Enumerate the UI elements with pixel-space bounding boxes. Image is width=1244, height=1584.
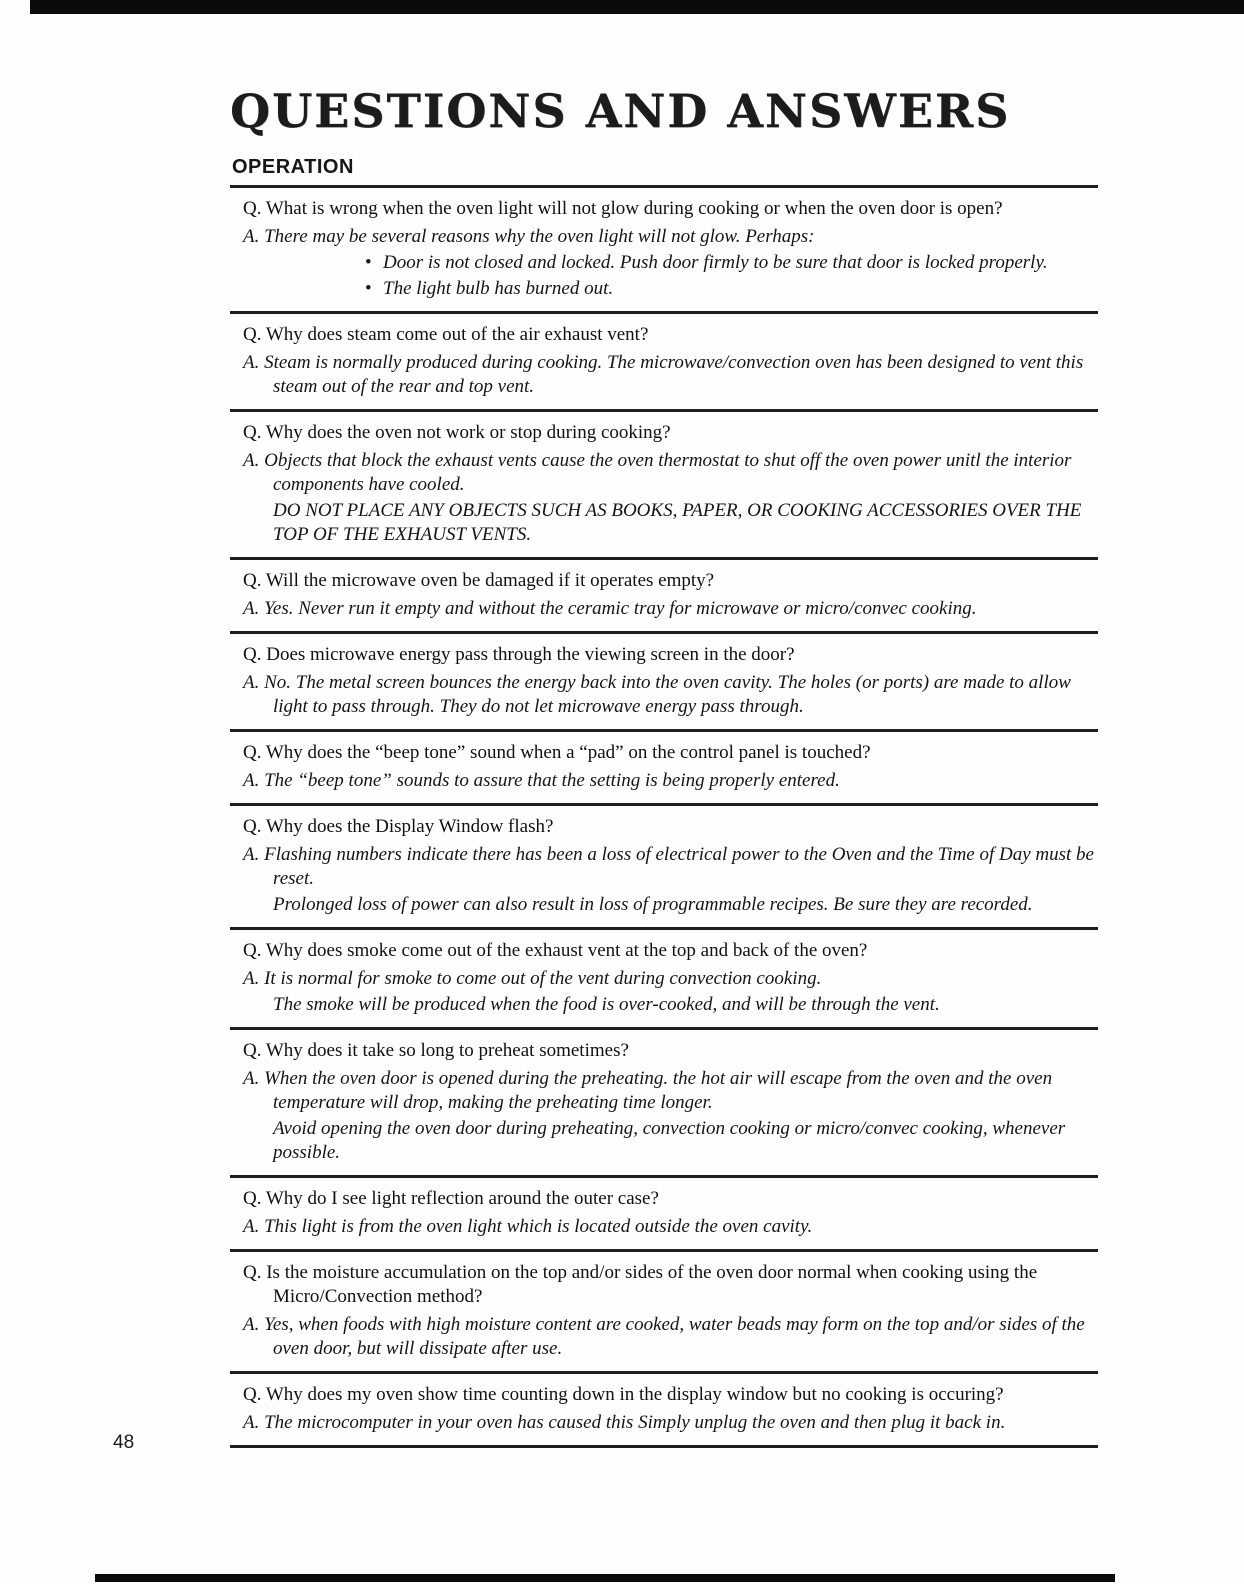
page-title: QUESTIONS AND ANSWERS (230, 84, 1011, 138)
answer-paragraph: The smoke will be produced when the food is over-cooked, and will be through the vent. (273, 994, 940, 1015)
qa-block (230, 188, 1098, 314)
question-text: Q. What is wrong when the oven light will not glow during cooking or when the oven door is open? (243, 198, 1003, 219)
qa-list (230, 185, 1098, 1448)
answer-paragraph: Avoid opening the oven door during preheating, convection cooking or micro/convec cooking, whenever possible. (273, 1118, 1066, 1163)
answer-lead: A. Flashing numbers indicate there has been a loss of electrical power to the Oven and the Time of Day must be reset. (243, 844, 1094, 889)
qa-block (230, 1252, 1098, 1374)
answer-lead: A. This light is from the oven light which is located outside the oven cavity. (243, 1216, 813, 1237)
section-heading: OPERATION (232, 156, 354, 178)
question-text: Q. Does microwave energy pass through the viewing screen in the door? (243, 644, 795, 665)
scan-edge-bottom-bar (95, 1574, 1115, 1582)
question-text: Q. Why does it take so long to preheat sometimes? (243, 1040, 629, 1061)
question-text: Q. Is the moisture accumulation on the top and/or sides of the oven door normal when cooking using the Micro/Convection method? (243, 1262, 1038, 1307)
qa-block (230, 634, 1098, 732)
qa-block (230, 930, 1098, 1030)
qa-block (230, 314, 1098, 412)
page-content (230, 84, 1098, 1448)
question-text: Q. Why does the “beep tone” sound when a “pad” on the control panel is touched? (243, 742, 871, 763)
question-text: Q. Will the microwave oven be damaged if it operates empty? (243, 570, 715, 591)
qa-block (230, 806, 1098, 930)
question-text: Q. Why does smoke come out of the exhaust vent at the top and back of the oven? (243, 940, 868, 961)
answer-lead: A. When the oven door is opened during the preheating. the hot air will escape from the oven and the oven temperature will drop, making the preheating time longer. (243, 1068, 1053, 1113)
bullet-icon: • (365, 252, 372, 273)
qa-block (230, 412, 1098, 560)
page-number: 48 (113, 1432, 135, 1453)
answer-lead: A. Yes, when foods with high moisture content are cooked, water beads may form on the top and/or sides of the oven door, but will dissipate after use. (243, 1314, 1085, 1359)
answer-lead: A. No. The metal screen bounces the energy back into the oven cavity. The holes (or ports) are made to allow light to pass through. They do not let microwave energy pass through. (243, 672, 1071, 717)
answer-lead: A. Steam is normally produced during cooking. The microwave/convection oven has been designed to vent this steam out of the rear and top vent. (243, 352, 1084, 397)
bullet-text: The light bulb has burned out. (383, 278, 614, 299)
answer-lead: A. Yes. Never run it empty and without the ceramic tray for microwave or micro/convec cooking. (243, 598, 977, 619)
qa-block (230, 1178, 1098, 1252)
question-text: Q. Why does the Display Window flash? (243, 816, 554, 837)
answer-lead: A. Objects that block the exhaust vents cause the oven thermostat to shut off the oven power unitl the interior components have cooled. (243, 450, 1072, 495)
qa-block (230, 1374, 1098, 1448)
bullet-item (243, 251, 1098, 275)
answer-paragraph: Prolonged loss of power can also result in loss of programmable recipes. Be sure they are recorded. (273, 894, 1033, 915)
answer-lead: A. There may be several reasons why the oven light will not glow. Perhaps: (243, 226, 815, 247)
answer-caps-note: DO NOT PLACE ANY OBJECTS SUCH AS BOOKS, PAPER, OR COOKING ACCESSORIES OVER THE TOP OF THE EXHAUST VENTS. (273, 500, 1082, 545)
bullet-icon: • (365, 278, 372, 299)
answer-lead: A. The microcomputer in your oven has caused this Simply unplug the oven and then plug it back in. (243, 1412, 1006, 1433)
answer-lead: A. The “beep tone” sounds to assure that the setting is being properly entered. (243, 770, 840, 791)
question-text: Q. Why do I see light reflection around the outer case? (243, 1188, 659, 1209)
scan-edge-top-bar (30, 0, 1244, 14)
bullet-text: Door is not closed and locked. Push door firmly to be sure that door is locked properly. (383, 252, 1048, 273)
question-text: Q. Why does the oven not work or stop during cooking? (243, 422, 671, 443)
question-text: Q. Why does my oven show time counting down in the display window but no cooking is occuring? (243, 1384, 1004, 1405)
bullet-item (243, 277, 1098, 301)
qa-block (230, 1030, 1098, 1178)
qa-block (230, 732, 1098, 806)
answer-lead: A. It is normal for smoke to come out of the vent during convection cooking. (243, 968, 822, 989)
question-text: Q. Why does steam come out of the air exhaust vent? (243, 324, 649, 345)
qa-block (230, 560, 1098, 634)
